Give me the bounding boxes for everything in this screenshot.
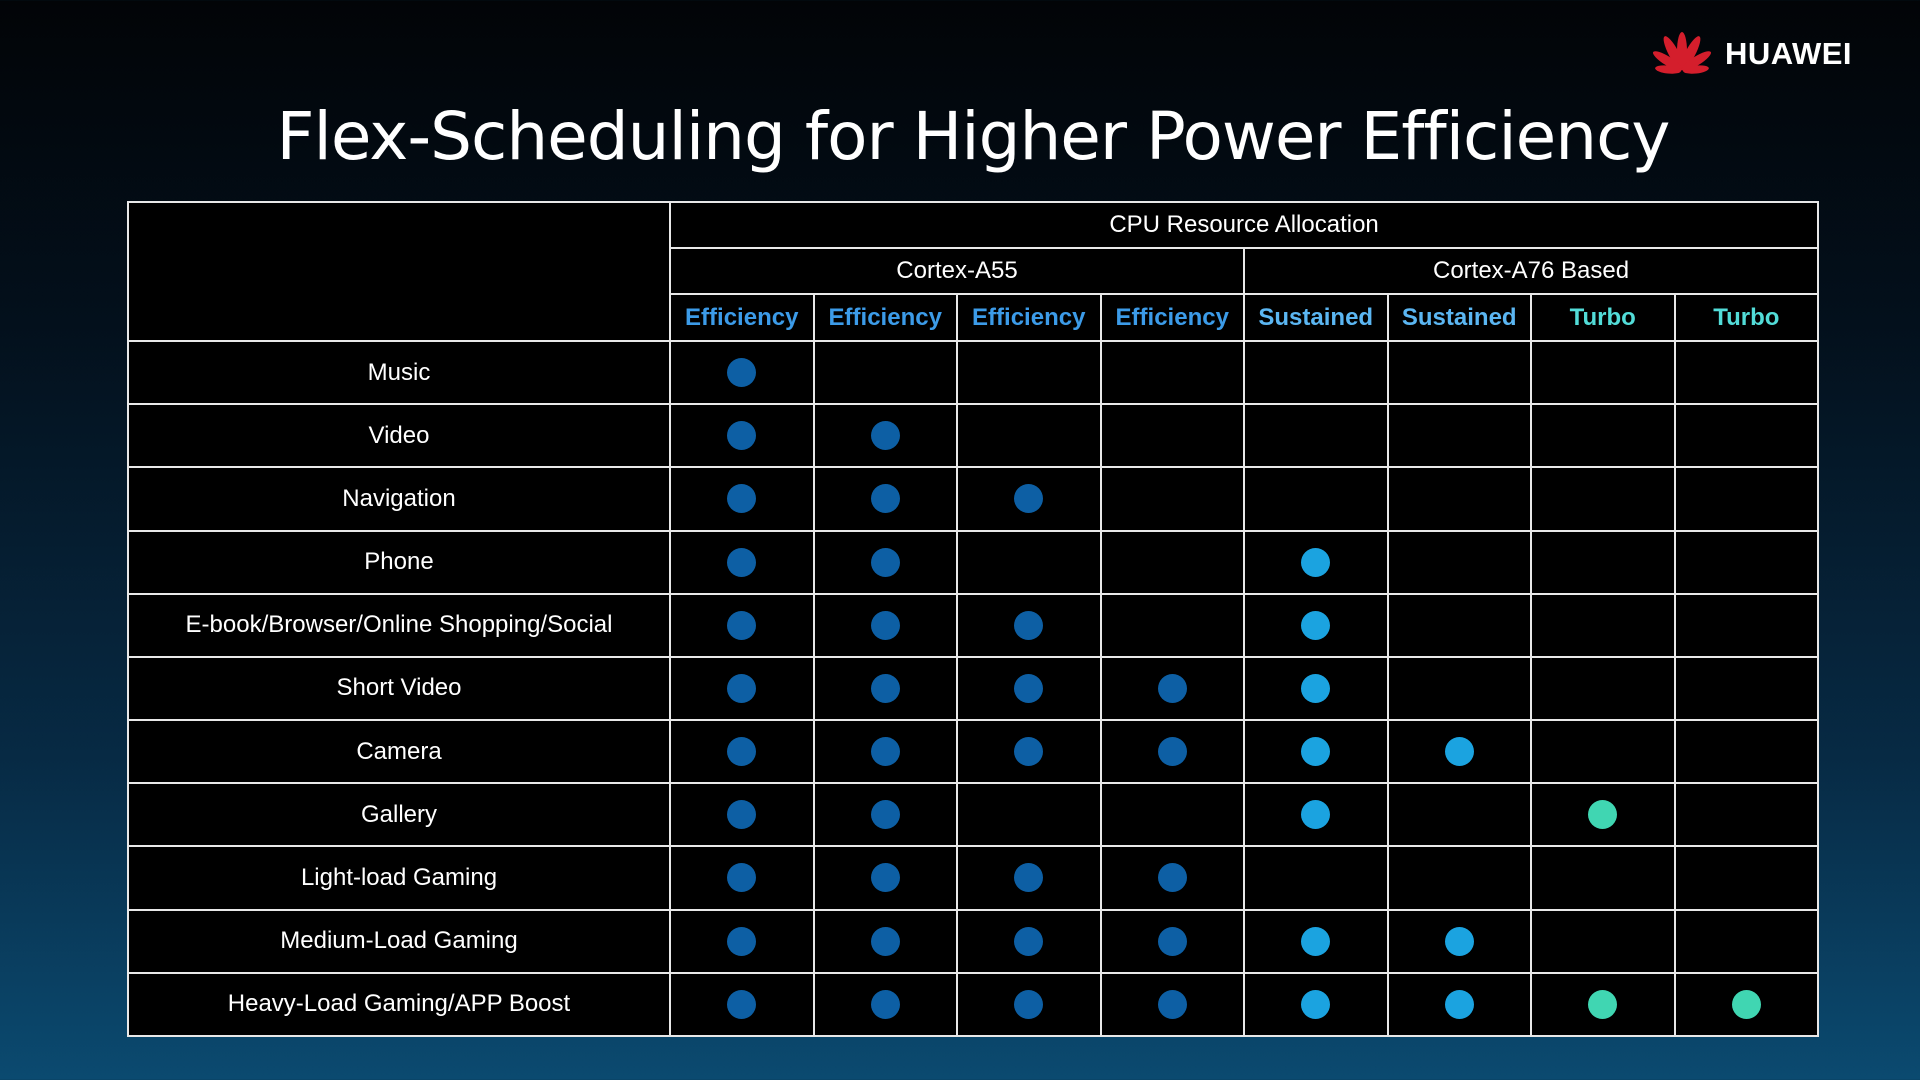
core-active-dot-efficiency (727, 674, 756, 703)
core-active-dot-turbo (1588, 800, 1617, 829)
table-row (128, 720, 1818, 783)
allocation-cell (1675, 846, 1819, 909)
core-active-dot-efficiency (727, 737, 756, 766)
core-active-dot-sustained (1301, 737, 1330, 766)
allocation-cell (1388, 531, 1532, 594)
allocation-cell (1388, 657, 1532, 720)
allocation-cell (814, 973, 958, 1036)
allocation-cell (957, 594, 1101, 657)
allocation-cell (1101, 783, 1245, 846)
scenario-label: Medium-Load Gaming (128, 910, 670, 973)
scenario-label: Light-load Gaming (128, 846, 670, 909)
core-active-dot-sustained (1301, 611, 1330, 640)
core-active-dot-efficiency (727, 484, 756, 513)
table-row (128, 341, 1818, 404)
allocation-cell (1388, 910, 1532, 973)
allocation-cell (1101, 404, 1245, 467)
core-active-dot-efficiency (1158, 737, 1187, 766)
allocation-cell (1388, 404, 1532, 467)
core-active-dot-efficiency (727, 800, 756, 829)
scenario-label: Camera (128, 720, 670, 783)
core-active-dot-efficiency (727, 927, 756, 956)
allocation-cell (1244, 531, 1388, 594)
core-active-dot-turbo (1588, 990, 1617, 1019)
core-active-dot-efficiency (871, 800, 900, 829)
core-header-efficiency: Efficiency (670, 294, 814, 341)
core-active-dot-efficiency (1158, 990, 1187, 1019)
scenario-label: E-book/Browser/Online Shopping/Social (128, 594, 670, 657)
allocation-cell (1101, 910, 1245, 973)
allocation-cell (1101, 594, 1245, 657)
core-active-dot-efficiency (727, 358, 756, 387)
allocation-cell (1531, 973, 1675, 1036)
core-active-dot-efficiency (727, 548, 756, 577)
core-active-dot-efficiency (871, 927, 900, 956)
core-active-dot-efficiency (871, 737, 900, 766)
core-header-turbo: Turbo (1531, 294, 1675, 341)
allocation-cell (814, 467, 958, 530)
core-active-dot-efficiency (727, 863, 756, 892)
table-row (128, 594, 1818, 657)
allocation-cell (670, 720, 814, 783)
allocation-cell (1244, 910, 1388, 973)
core-active-dot-efficiency (1014, 737, 1043, 766)
allocation-cell (1244, 720, 1388, 783)
allocation-cell (1244, 657, 1388, 720)
allocation-cell (670, 973, 814, 1036)
core-active-dot-efficiency (1158, 674, 1187, 703)
allocation-cell (1388, 341, 1532, 404)
allocation-cell (1675, 973, 1819, 1036)
allocation-cell (814, 846, 958, 909)
allocation-cell (1388, 720, 1532, 783)
allocation-cell (1101, 341, 1245, 404)
huawei-petal-logo-icon (1651, 29, 1713, 79)
allocation-cell (1244, 467, 1388, 530)
allocation-cell (1531, 910, 1675, 973)
allocation-cell (1101, 467, 1245, 530)
core-active-dot-turbo (1732, 990, 1761, 1019)
allocation-cell (1531, 720, 1675, 783)
allocation-cell (1388, 846, 1532, 909)
core-active-dot-sustained (1445, 990, 1474, 1019)
allocation-cell (957, 341, 1101, 404)
table-corner-cell (128, 202, 670, 341)
scenario-label: Short Video (128, 657, 670, 720)
allocation-cell (814, 720, 958, 783)
core-active-dot-efficiency (727, 990, 756, 1019)
allocation-cell (1531, 404, 1675, 467)
allocation-cell (670, 341, 814, 404)
allocation-cell (1675, 783, 1819, 846)
allocation-cell (1675, 341, 1819, 404)
core-header-turbo: Turbo (1675, 294, 1819, 341)
page-title: Flex-Scheduling for Higher Power Efficiency (276, 98, 1670, 175)
scenario-label: Phone (128, 531, 670, 594)
core-active-dot-efficiency (871, 421, 900, 450)
core-active-dot-efficiency (871, 484, 900, 513)
table-row (128, 404, 1818, 467)
allocation-cell (1244, 783, 1388, 846)
allocation-cell (814, 404, 958, 467)
core-active-dot-efficiency (1014, 674, 1043, 703)
allocation-cell (670, 531, 814, 594)
scenario-label: Music (128, 341, 670, 404)
core-active-dot-efficiency (871, 863, 900, 892)
core-active-dot-efficiency (871, 611, 900, 640)
core-header-sustained: Sustained (1244, 294, 1388, 341)
core-header-efficiency: Efficiency (1101, 294, 1245, 341)
core-active-dot-efficiency (871, 990, 900, 1019)
table-row (128, 467, 1818, 530)
allocation-cell (1531, 846, 1675, 909)
allocation-cell (1244, 404, 1388, 467)
brand-logo (1651, 28, 1867, 80)
allocation-cell (814, 783, 958, 846)
allocation-cell (670, 783, 814, 846)
allocation-cell (1101, 973, 1245, 1036)
cpu-allocation-table (127, 201, 1819, 1037)
cortex-a55-group-header: Cortex-A55 (670, 248, 1244, 294)
scenario-label: Gallery (128, 783, 670, 846)
allocation-cell (1244, 341, 1388, 404)
allocation-cell (670, 467, 814, 530)
scenario-label: Navigation (128, 467, 670, 530)
core-active-dot-sustained (1301, 800, 1330, 829)
core-header-sustained: Sustained (1388, 294, 1532, 341)
allocation-cell (1388, 467, 1532, 530)
table-row (128, 910, 1818, 973)
table-row (128, 531, 1818, 594)
allocation-cell (1101, 720, 1245, 783)
allocation-cell (1531, 341, 1675, 404)
allocation-cell (1675, 404, 1819, 467)
allocation-cell (1388, 783, 1532, 846)
core-active-dot-efficiency (1014, 484, 1043, 513)
table-row (128, 973, 1818, 1036)
core-active-dot-efficiency (1014, 863, 1043, 892)
core-active-dot-efficiency (1158, 863, 1187, 892)
allocation-cell (1388, 594, 1532, 657)
core-active-dot-efficiency (871, 548, 900, 577)
allocation-cell (1101, 657, 1245, 720)
core-active-dot-efficiency (1158, 927, 1187, 956)
allocation-cell (1244, 973, 1388, 1036)
core-active-dot-efficiency (871, 674, 900, 703)
core-active-dot-sustained (1301, 548, 1330, 577)
allocation-cell (1101, 531, 1245, 594)
allocation-cell (1531, 657, 1675, 720)
core-active-dot-efficiency (1014, 927, 1043, 956)
core-active-dot-efficiency (1014, 611, 1043, 640)
allocation-cell (670, 846, 814, 909)
allocation-cell (814, 531, 958, 594)
allocation-cell (670, 594, 814, 657)
core-header-efficiency: Efficiency (957, 294, 1101, 341)
allocation-cell (1675, 594, 1819, 657)
allocation-cell (670, 657, 814, 720)
allocation-cell (957, 910, 1101, 973)
allocation-cell (957, 973, 1101, 1036)
allocation-cell (957, 404, 1101, 467)
brand-name: HUAWEI (1725, 36, 1852, 71)
table-row (128, 846, 1818, 909)
allocation-cell (957, 783, 1101, 846)
allocation-cell (957, 657, 1101, 720)
allocation-cell (670, 910, 814, 973)
core-active-dot-efficiency (727, 421, 756, 450)
allocation-cell (1388, 973, 1532, 1036)
cortex-a76-group-header: Cortex-A76 Based (1244, 248, 1818, 294)
allocation-cell (1244, 594, 1388, 657)
core-active-dot-sustained (1445, 737, 1474, 766)
allocation-cell (1675, 910, 1819, 973)
allocation-cell (1675, 657, 1819, 720)
core-active-dot-sustained (1301, 990, 1330, 1019)
cpu-resource-allocation-header: CPU Resource Allocation (670, 202, 1818, 248)
allocation-cell (1675, 531, 1819, 594)
core-active-dot-sustained (1445, 927, 1474, 956)
allocation-cell (1675, 467, 1819, 530)
allocation-cell (957, 467, 1101, 530)
allocation-cell (1244, 846, 1388, 909)
allocation-cell (814, 657, 958, 720)
allocation-cell (1531, 467, 1675, 530)
allocation-cell (814, 910, 958, 973)
allocation-cell (1531, 594, 1675, 657)
allocation-cell (957, 531, 1101, 594)
allocation-cell (1531, 531, 1675, 594)
core-active-dot-sustained (1301, 674, 1330, 703)
scenario-label: Heavy-Load Gaming/APP Boost (128, 973, 670, 1036)
allocation-cell (957, 846, 1101, 909)
allocation-cell (957, 720, 1101, 783)
table-row (128, 657, 1818, 720)
core-active-dot-efficiency (1014, 990, 1043, 1019)
table-row (128, 783, 1818, 846)
core-header-efficiency: Efficiency (814, 294, 958, 341)
scenario-label: Video (128, 404, 670, 467)
allocation-cell (1675, 720, 1819, 783)
allocation-cell (670, 404, 814, 467)
allocation-cell (814, 341, 958, 404)
allocation-cell (814, 594, 958, 657)
allocation-cell (1101, 846, 1245, 909)
core-active-dot-efficiency (727, 611, 756, 640)
allocation-cell (1531, 783, 1675, 846)
core-active-dot-sustained (1301, 927, 1330, 956)
